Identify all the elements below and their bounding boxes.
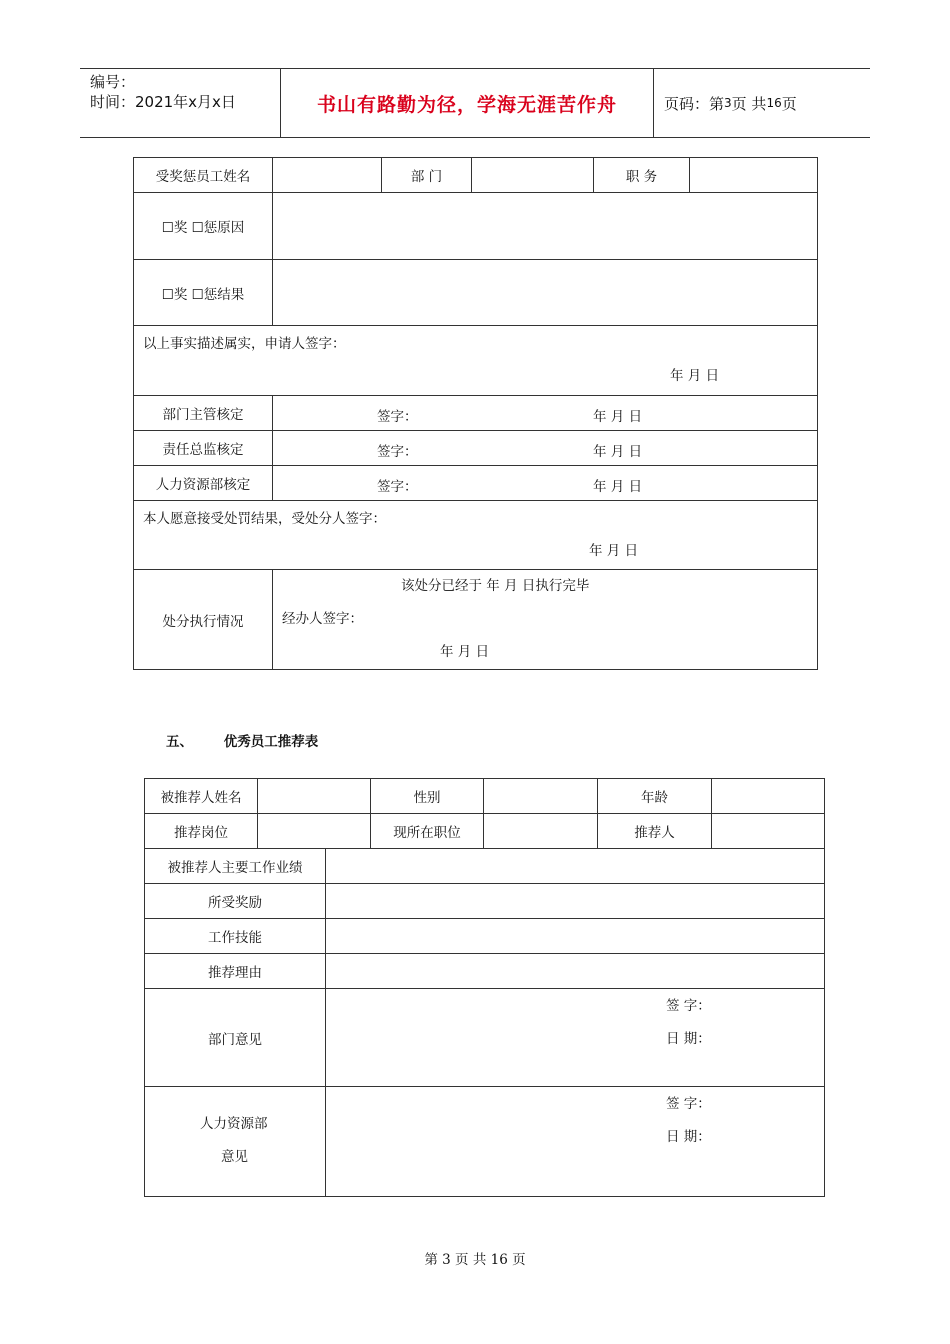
date-label: 日 期： <box>666 1031 711 1047</box>
sign-label: 签字： <box>377 409 418 425</box>
page-number: 3 <box>724 96 732 110</box>
position-label: 职 务 <box>594 158 690 193</box>
awards-field[interactable] <box>326 884 825 919</box>
page-label: 页码：第 <box>664 94 725 113</box>
recommended-post-label: 推荐岗位 <box>145 814 258 849</box>
accept-date: 年 月 日 <box>589 543 639 559</box>
skills-label: 工作技能 <box>145 919 326 954</box>
recommender-label: 推荐人 <box>598 814 712 849</box>
date-label: 日 期： <box>666 1129 711 1145</box>
page-total: 16 <box>766 96 782 110</box>
facts-text: 以上事实描述属实，申请人签字： <box>143 336 346 352</box>
sign-label: 签 字： <box>666 1096 711 1112</box>
accept-text: 本人愿意接受处罚结果，受处分人签字： <box>143 511 386 527</box>
dept-opinion-cell[interactable] <box>326 989 825 1087</box>
dept-supervisor-sign-cell[interactable] <box>273 396 818 431</box>
age-label: 年龄 <box>598 779 712 814</box>
date-label: 年 月 日 <box>593 479 643 495</box>
achievements-field[interactable] <box>326 849 825 884</box>
section-title: 优秀员工推荐表 <box>223 734 319 750</box>
nominee-name-label: 被推荐人姓名 <box>145 779 258 814</box>
hr-approval-label: 人力资源部核定 <box>134 466 273 501</box>
recommendation-table <box>144 778 825 1197</box>
recommend-reason-field[interactable] <box>326 954 825 989</box>
page-footer: 第 3 页 共 16 页 <box>424 1252 526 1268</box>
header-motto: 书山有路勤为径，学海无涯苦作舟 <box>281 69 654 137</box>
hr-opinion-line1: 人力资源部 <box>200 1116 268 1132</box>
section-heading <box>166 730 344 750</box>
sign-label: 签字： <box>377 479 418 495</box>
date-label: 年 月 日 <box>593 444 643 460</box>
dept-opinion-label: 部门意见 <box>145 989 326 1087</box>
date-label: 年 月 日 <box>593 409 643 425</box>
recommender-field[interactable] <box>712 814 825 849</box>
department-field[interactable] <box>472 158 594 193</box>
header-meta <box>80 69 281 137</box>
director-sign-cell[interactable] <box>273 431 818 466</box>
reward-punishment-table <box>133 157 818 670</box>
execution-label: 处分执行情况 <box>134 570 273 670</box>
skills-field[interactable] <box>326 919 825 954</box>
sign-label: 签 字： <box>666 998 711 1014</box>
result-field[interactable] <box>273 260 818 326</box>
facts-cell[interactable] <box>134 326 818 396</box>
page-header <box>80 68 870 138</box>
gender-label: 性别 <box>371 779 484 814</box>
doc-number-label: 编号： <box>90 73 136 91</box>
gender-field[interactable] <box>484 779 598 814</box>
execution-date: 年 月 日 <box>440 644 490 660</box>
reason-label: ☐奖 ☐惩原因 <box>134 193 273 260</box>
page-mid: 页 共 <box>731 94 767 113</box>
result-label: ☐奖 ☐惩结果 <box>134 260 273 326</box>
execution-complete-text: 该处分已经于 年 月 日执行完毕 <box>401 578 590 594</box>
dept-supervisor-label: 部门主管核定 <box>134 396 273 431</box>
facts-date: 年 月 日 <box>670 368 720 384</box>
accept-cell[interactable] <box>134 501 818 570</box>
doc-time-label: 时间：2021年x月x日 <box>90 93 236 111</box>
position-field[interactable] <box>690 158 818 193</box>
current-position-field[interactable] <box>484 814 598 849</box>
recommend-reason-label: 推荐理由 <box>145 954 326 989</box>
hr-opinion-label <box>145 1087 326 1197</box>
nominee-name-field[interactable] <box>258 779 371 814</box>
awards-label: 所受奖励 <box>145 884 326 919</box>
execution-cell[interactable] <box>273 570 818 670</box>
hr-opinion-line2: 意见 <box>221 1149 248 1165</box>
section-number: 五、 <box>166 734 193 750</box>
hr-opinion-cell[interactable] <box>326 1087 825 1197</box>
sign-label: 签字： <box>377 444 418 460</box>
department-label: 部 门 <box>382 158 472 193</box>
page-end: 页 <box>781 94 797 113</box>
current-position-label: 现所在职位 <box>371 814 484 849</box>
age-field[interactable] <box>712 779 825 814</box>
header-page-info <box>654 69 870 137</box>
employee-name-field[interactable] <box>273 158 382 193</box>
employee-name-label: 受奖惩员工姓名 <box>134 158 273 193</box>
achievements-label: 被推荐人主要工作业绩 <box>145 849 326 884</box>
recommended-post-field[interactable] <box>258 814 371 849</box>
director-label: 责任总监核定 <box>134 431 273 466</box>
reason-field[interactable] <box>273 193 818 260</box>
hr-approval-sign-cell[interactable] <box>273 466 818 501</box>
handler-sign-label: 经办人签字： <box>282 611 363 627</box>
